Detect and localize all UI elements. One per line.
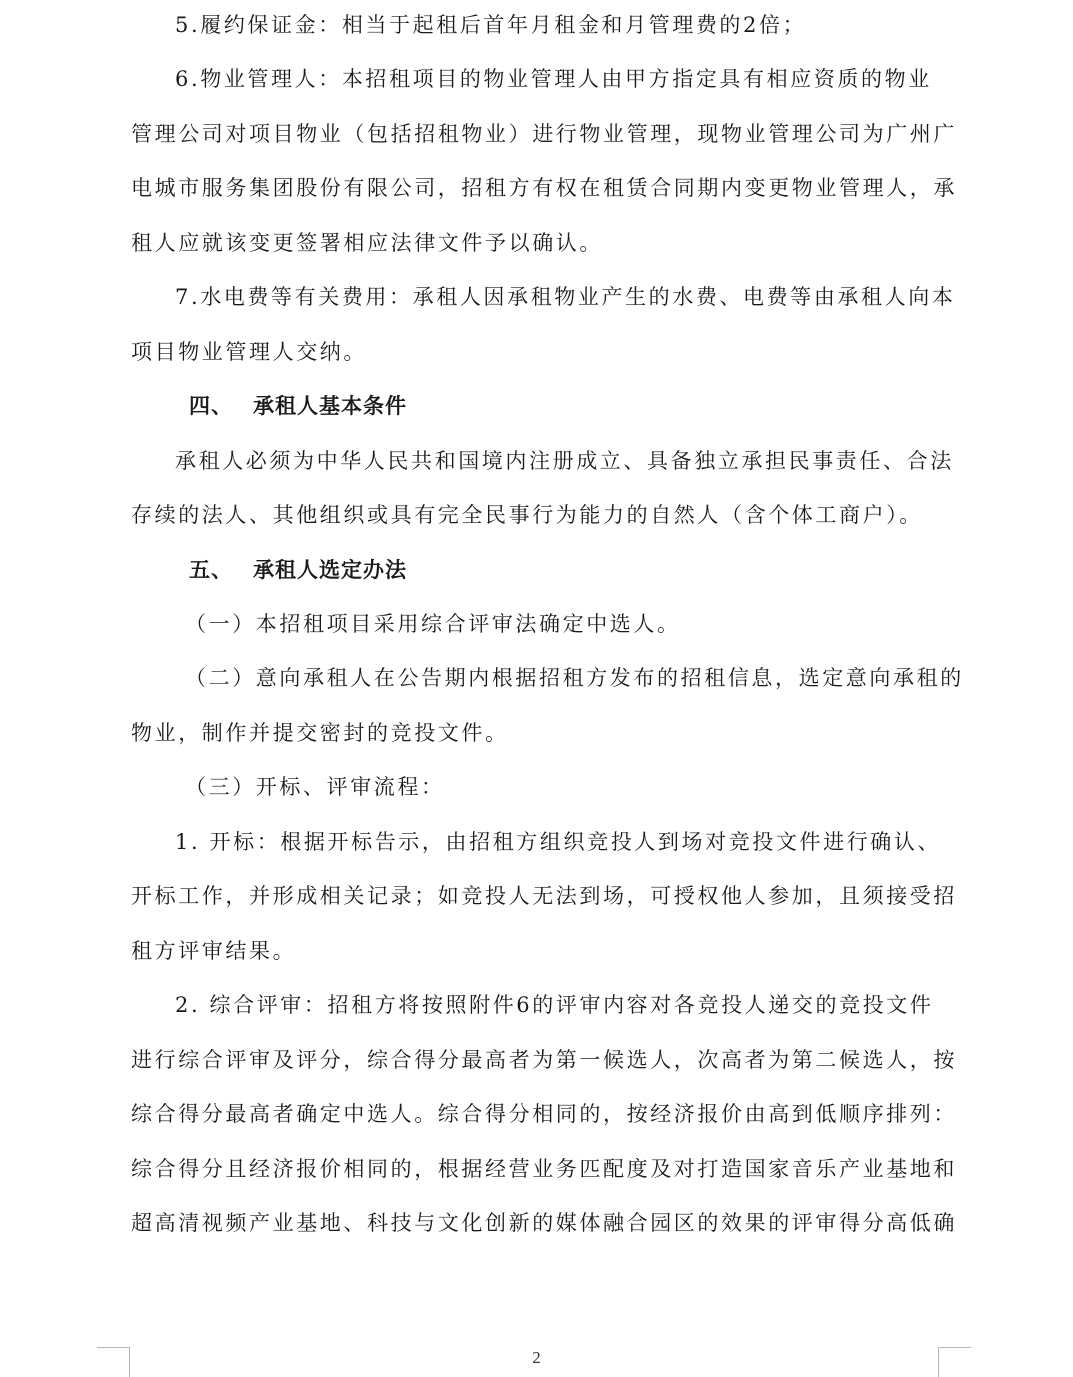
paragraph-line: 租方评审结果。: [131, 939, 297, 963]
section-title: 承租人基本条件: [253, 394, 407, 418]
paragraph-line: 电城市服务集团股份有限公司，招租方有权在租赁合同期内变更物业管理人，承: [131, 176, 957, 200]
paragraph-line: 7.水电费等有关费用：承租人因承租物业产生的水费、电费等由承租人向本: [175, 285, 956, 309]
section-heading-4: [189, 386, 407, 426]
section-heading-5: [189, 550, 407, 590]
paragraph-line: 超高清视频产业基地、科技与文化创新的媒体融合园区的效果的评审得分高低确: [131, 1211, 957, 1235]
paragraph-line: 5.履约保证金：相当于起租后首年月租金和月管理费的2倍；: [175, 13, 807, 37]
paragraph-line: 综合得分最高者确定中选人。综合得分相同的，按经济报价由高到低顺序排列：: [131, 1102, 957, 1126]
paragraph-line: 项目物业管理人交纳。: [131, 340, 367, 364]
paragraph-line: 1. 开标：根据开标告示，由招租方组织竞投人到场对竞投文件进行确认、: [175, 830, 942, 854]
section-number: 四、: [189, 394, 233, 418]
paragraph-line: 6.物业管理人：本招租项目的物业管理人由甲方指定具有相应资质的物业: [175, 67, 932, 91]
paragraph-line: （二）意向承租人在公告期内根据招租方发布的招租信息，选定意向承租的: [185, 666, 964, 690]
section-title: 承租人选定办法: [253, 558, 407, 582]
paragraph-line: 进行综合评审及评分，综合得分最高者为第一候选人，次高者为第二候选人，按: [131, 1048, 957, 1072]
page-number: 2: [532, 1348, 541, 1367]
paragraph-line: 管理公司对项目物业（包括招租物业）进行物业管理，现物业管理公司为广州广: [131, 122, 957, 146]
paragraph-line: 2. 综合评审：招租方将按照附件6的评审内容对各竞投人递交的竞投文件: [175, 993, 934, 1017]
paragraph-line: 综合得分且经济报价相同的，根据经营业务匹配度及对打造国家音乐产业基地和: [131, 1157, 957, 1181]
section-number: 五、: [189, 558, 233, 582]
paragraph-line: 承租人必须为中华人民共和国境内注册成立、具备独立承担民事责任、合法: [175, 449, 954, 473]
paragraph-line: 租人应就该变更签署相应法律文件予以确认。: [131, 231, 603, 255]
paragraph-line: （一）本招租项目采用综合评审法确定中选人。: [185, 612, 681, 636]
paragraph-line: （三）开标、评审流程：: [185, 775, 445, 799]
paragraph-line: 物业，制作并提交密封的竞投文件。: [131, 721, 509, 745]
paragraph-line: 存续的法人、其他组织或具有完全民事行为能力的自然人（含个体工商户）。: [131, 503, 923, 527]
paragraph-line: 开标工作，并形成相关记录；如竞投人无法到场，可授权他人参加，且须接受招: [131, 884, 957, 908]
